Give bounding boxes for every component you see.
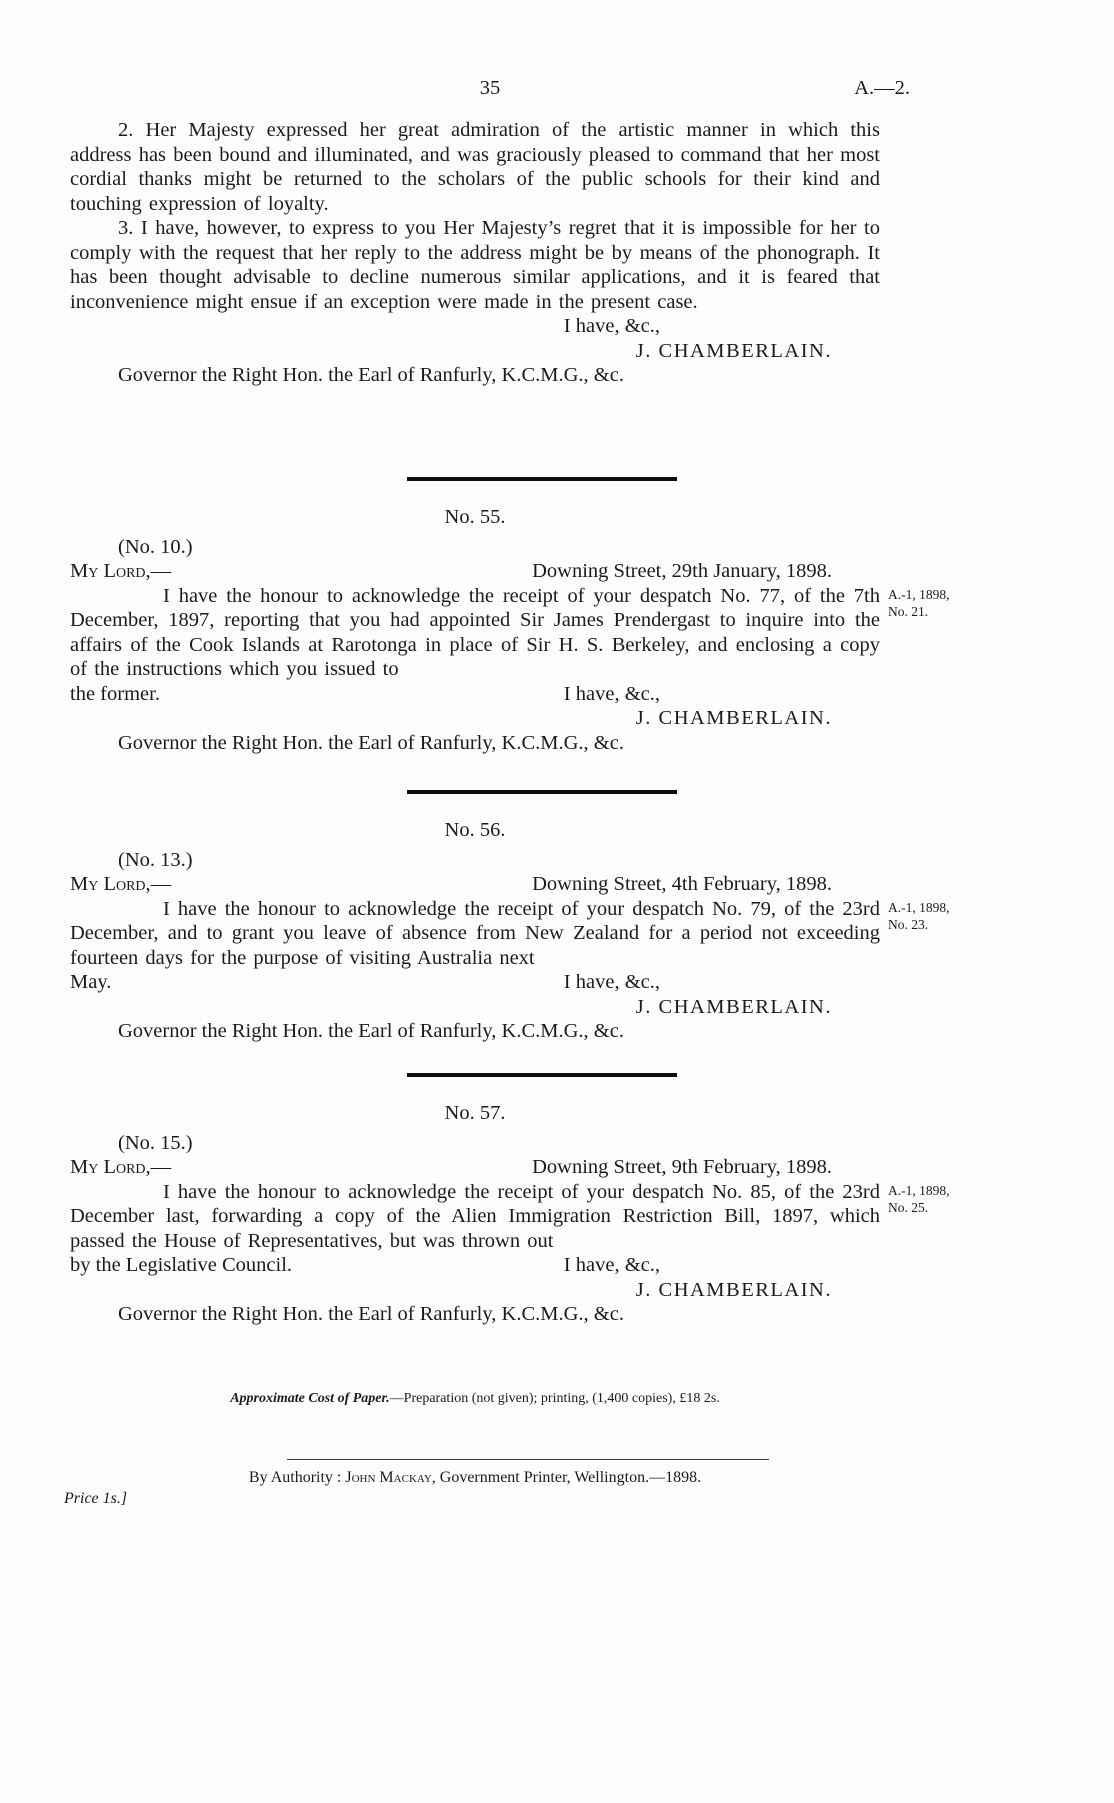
- salutation: My Lord,—: [70, 560, 172, 582]
- letter-heading: No. 56.: [444, 819, 506, 841]
- margin-note: [888, 899, 1018, 933]
- dateline: Downing Street, 29th January, 1898.: [532, 560, 832, 582]
- page-header: [70, 76, 910, 101]
- valediction-line: [70, 314, 880, 339]
- margin-note-ref: A.-1, 1898,: [888, 586, 950, 602]
- signature: J. CHAMBERLAIN.: [635, 1278, 832, 1301]
- letter-body: [70, 584, 950, 707]
- price-note: Price 1s.]: [64, 1490, 128, 1507]
- salutation-line: [70, 1155, 880, 1180]
- salutation: My Lord,—: [70, 1156, 172, 1178]
- letter-heading: No. 55.: [444, 506, 506, 528]
- salutation-line: [70, 872, 880, 897]
- addressee: Governor the Right Hon. the Earl of Ranfurly, K.C.M.G., &c.: [118, 364, 624, 386]
- letter-subnumber: (No. 15.): [118, 1131, 193, 1154]
- authority-detail: , Government Printer, Wellington.—1898.: [431, 1469, 702, 1486]
- margin-note-ref: A.-1, 1898,: [888, 1182, 950, 1198]
- salutation-line: [70, 559, 880, 584]
- margin-note-number: No. 23.: [888, 916, 929, 932]
- margin-note-number: No. 21.: [888, 603, 929, 619]
- authority-prefix: By Authority :: [248, 1469, 346, 1486]
- margin-note: [888, 586, 1018, 620]
- section-divider: [407, 1073, 677, 1077]
- signature: J. CHAMBERLAIN.: [635, 995, 832, 1018]
- letter-text: I have the honour to acknowledge the receipt of your despatch No. 79, of the 23rd December, and to grant you leave of absence from New Zealand for a period not exceeding fourteen days for the purpose of visiting Australia next: [70, 897, 880, 969]
- letter-closing-line: [70, 1253, 880, 1278]
- letter-body: [70, 1180, 950, 1278]
- margin-note: [888, 1182, 1018, 1216]
- letter-continuation: [70, 118, 880, 388]
- cost-label: Approximate Cost of Paper.: [230, 1391, 390, 1406]
- page-number: 35: [479, 77, 501, 99]
- paragraph: 3. I have, however, to express to you Her Majesty’s regret that it is impossible for her to comply with the request that her reply to the address might be by means of the phonograph. It has been thought advisable to decline numerous similar applications, and it is feared that inconvenience might ensue if an exception were made in the present case.: [70, 217, 880, 313]
- margin-note-number: No. 25.: [888, 1199, 929, 1215]
- letter-55: [70, 505, 950, 755]
- addressee: Governor the Right Hon. the Earl of Ranfurly, K.C.M.G., &c.: [118, 1020, 624, 1042]
- printer-name: John Mackay: [345, 1469, 432, 1486]
- letter-57: [70, 1101, 950, 1327]
- footer-cost-note: [70, 1390, 880, 1408]
- dateline: Downing Street, 4th February, 1898.: [532, 873, 832, 895]
- letter-text-end: by the Legislative Council.: [70, 1254, 293, 1276]
- cost-detail: —Preparation (not given); printing, (1,400 copies), £18 2s.: [389, 1391, 720, 1406]
- signature: J. CHAMBERLAIN.: [635, 707, 832, 729]
- letter-text: I have the honour to acknowledge the receipt of your despatch No. 85, of the 23rd December last, forwarding a copy of the Alien Immigration Restriction Bill, 1897, which passed the House of Representatives, but was thrown out: [70, 1180, 880, 1252]
- addressee: Governor the Right Hon. the Earl of Ranfurly, K.C.M.G., &c.: [118, 731, 624, 754]
- letter-56: [70, 818, 950, 1044]
- dateline: Downing Street, 9th February, 1898.: [532, 1156, 832, 1178]
- signature: J. CHAMBERLAIN.: [635, 339, 832, 362]
- addressee: Governor the Right Hon. the Earl of Ranfurly, K.C.M.G., &c.: [118, 1303, 624, 1325]
- doc-reference: A.—2.: [854, 77, 910, 99]
- valediction: I have, &c.,: [563, 971, 660, 993]
- footer-rule: [287, 1459, 769, 1460]
- valediction: I have, &c.,: [563, 315, 660, 337]
- letter-text: I have the honour to acknowledge the receipt of your despatch No. 77, of the 7th December, 1897, reporting that you had appointed Sir James Prendergast to inquire into the affairs of the Cook Islands at Rarotonga in place of Sir H. S. Berkeley, and enclosing a copy of the instructions which you issued to: [70, 584, 880, 680]
- valediction: I have, &c.,: [563, 1254, 660, 1276]
- valediction: I have, &c.,: [563, 682, 660, 705]
- section-divider: [407, 477, 677, 481]
- authority-line: [70, 1468, 880, 1488]
- letter-subnumber: (No. 10.): [118, 535, 193, 558]
- letter-closing-line: [70, 682, 880, 707]
- letter-body: [70, 897, 950, 995]
- letter-closing-line: [70, 970, 880, 995]
- letter-text-end: the former.: [70, 682, 160, 705]
- margin-note-ref: A.-1, 1898,: [888, 899, 950, 915]
- letter-text-end: May.: [70, 971, 112, 993]
- letter-heading: No. 57.: [444, 1102, 506, 1124]
- section-divider: [407, 790, 677, 794]
- salutation: My Lord,—: [70, 873, 172, 895]
- letter-subnumber: (No. 13.): [118, 848, 193, 871]
- paragraph: 2. Her Majesty expressed her great admiration of the artistic manner in which this address has been bound and illuminated, and was graciously pleased to command that her most cordial thanks might be returned to the scholars of the public schools for their kind and touching expression of loyalty.: [70, 119, 880, 215]
